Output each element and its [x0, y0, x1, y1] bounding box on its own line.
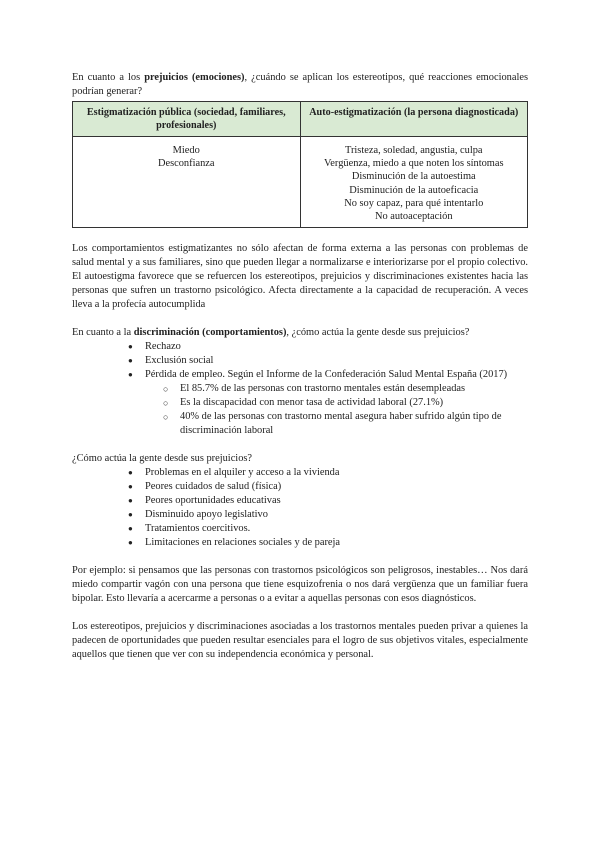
discrim-bold: discriminación (comportamientos) [133, 327, 287, 339]
intro-bold: prejuicios (emociones) [144, 72, 245, 83]
list-item: ● Tratamientos coercitivos. [145, 522, 528, 536]
table-item: Tristeza, soledad, angustia, culpa [344, 145, 483, 156]
discrim-text: En cuanto a la [72, 327, 134, 339]
table-item: Disminución de la autoestima [351, 171, 476, 183]
discrim-text-end: , ¿cómo actúa la gente desde sus prejuicios? [286, 327, 470, 339]
paragraph-example: Por ejemplo: si pensamos que las personas con trastornos psicológicos son peligrosos, inestables… Nos dará miedo compartir vagón con una persona que tiene esquizofrenia o nos dará vergüenza que un familiar fuera bipolar. Esto llevaría a acercarme a personas o a evitar a aquellas personas con esos diagnósticos. [72, 565, 528, 605]
paragraph-autoestigma: Los comportamientos estigmatizantes no sólo afectan de forma externa a las personas con problemas de salud mental y a sus familiares, sino que pueden llegar a normalizarse e interiorizarse por el propio colectivo. El autoestigma favorece que se refuercen los estereotipos, prejuicios y discriminaciones existentes hacia las personas que sufren un trastorno psicológico. Afecta directamente a la capacidad de recuperación. A veces lleva a la profecía autocumplida [72, 243, 528, 311]
list-item [145, 368, 528, 438]
table-header-self: Auto-estigmatización (la persona diagnosticada) [300, 102, 528, 137]
list-item: ● Problemas en el alquiler y acceso a la vivienda [145, 466, 528, 480]
stigma-table [72, 101, 528, 228]
intro-paragraph [72, 71, 528, 99]
intro-text: En cuanto a los [72, 72, 145, 83]
document-page [72, 71, 528, 662]
prejudice-question: ¿Cómo actúa la gente desde sus prejuicios? [72, 453, 253, 465]
discrimination-question [72, 326, 528, 340]
table-item: No soy capaz, para qué intentarlo [344, 197, 484, 209]
table-cell-public [73, 137, 301, 228]
list-item-text: Pérdida de empleo. Según el Informe de la Confederación Salud Mental España (2017) [145, 369, 508, 381]
list-item: ● Rechazo [145, 340, 528, 354]
employment-sublist [145, 382, 528, 438]
sub-list-item: ○ 40% de las personas con trastorno mental asegura haber sufrido algún tipo de discriminación laboral [180, 410, 528, 438]
table-item: Desconfianza [157, 158, 215, 170]
list-item: ● Disminuido apoyo legislativo [145, 508, 528, 522]
list-item: ● Exclusión social [145, 354, 528, 368]
sub-list-item: ○ Es la discapacidad con menor tasa de actividad laboral (27.1%) [180, 396, 528, 410]
intro-text-end: , ¿cuándo se aplican los estereotipos, qué reacciones emocionales podrían generar? [72, 72, 529, 97]
list-item: ● Limitaciones en relaciones sociales y de pareja [145, 536, 528, 550]
table-item: Disminución de la autoeficacia [349, 184, 479, 196]
discrimination-list [72, 340, 528, 438]
paragraph-conclusion: Los estereotipos, prejuicios y discriminaciones asociadas a los trastornos mentales pueden privar a quienes la padecen de oportunidades que pueden resultar esenciales para el logro de sus objetivos vitales, especialmente aquellos que tienen que ver con su independencia económica y personal. [72, 621, 528, 661]
table-header-public: Estigmatización pública (sociedad, familiares, profesionales) [73, 102, 301, 137]
table-item: Vergüenza, miedo a que noten los síntomas [323, 158, 504, 170]
list-item: ● Peores oportunidades educativas [145, 494, 528, 508]
table-cell-self [300, 137, 528, 228]
list-item: ● Peores cuidados de salud (física) [145, 480, 528, 494]
table-item: No autoaceptación [374, 211, 453, 223]
prejudice-list [72, 466, 528, 550]
table-item: Miedo [172, 145, 200, 156]
sub-list-item: ○ El 85.7% de las personas con trastorno mentales están desempleadas [180, 382, 528, 396]
